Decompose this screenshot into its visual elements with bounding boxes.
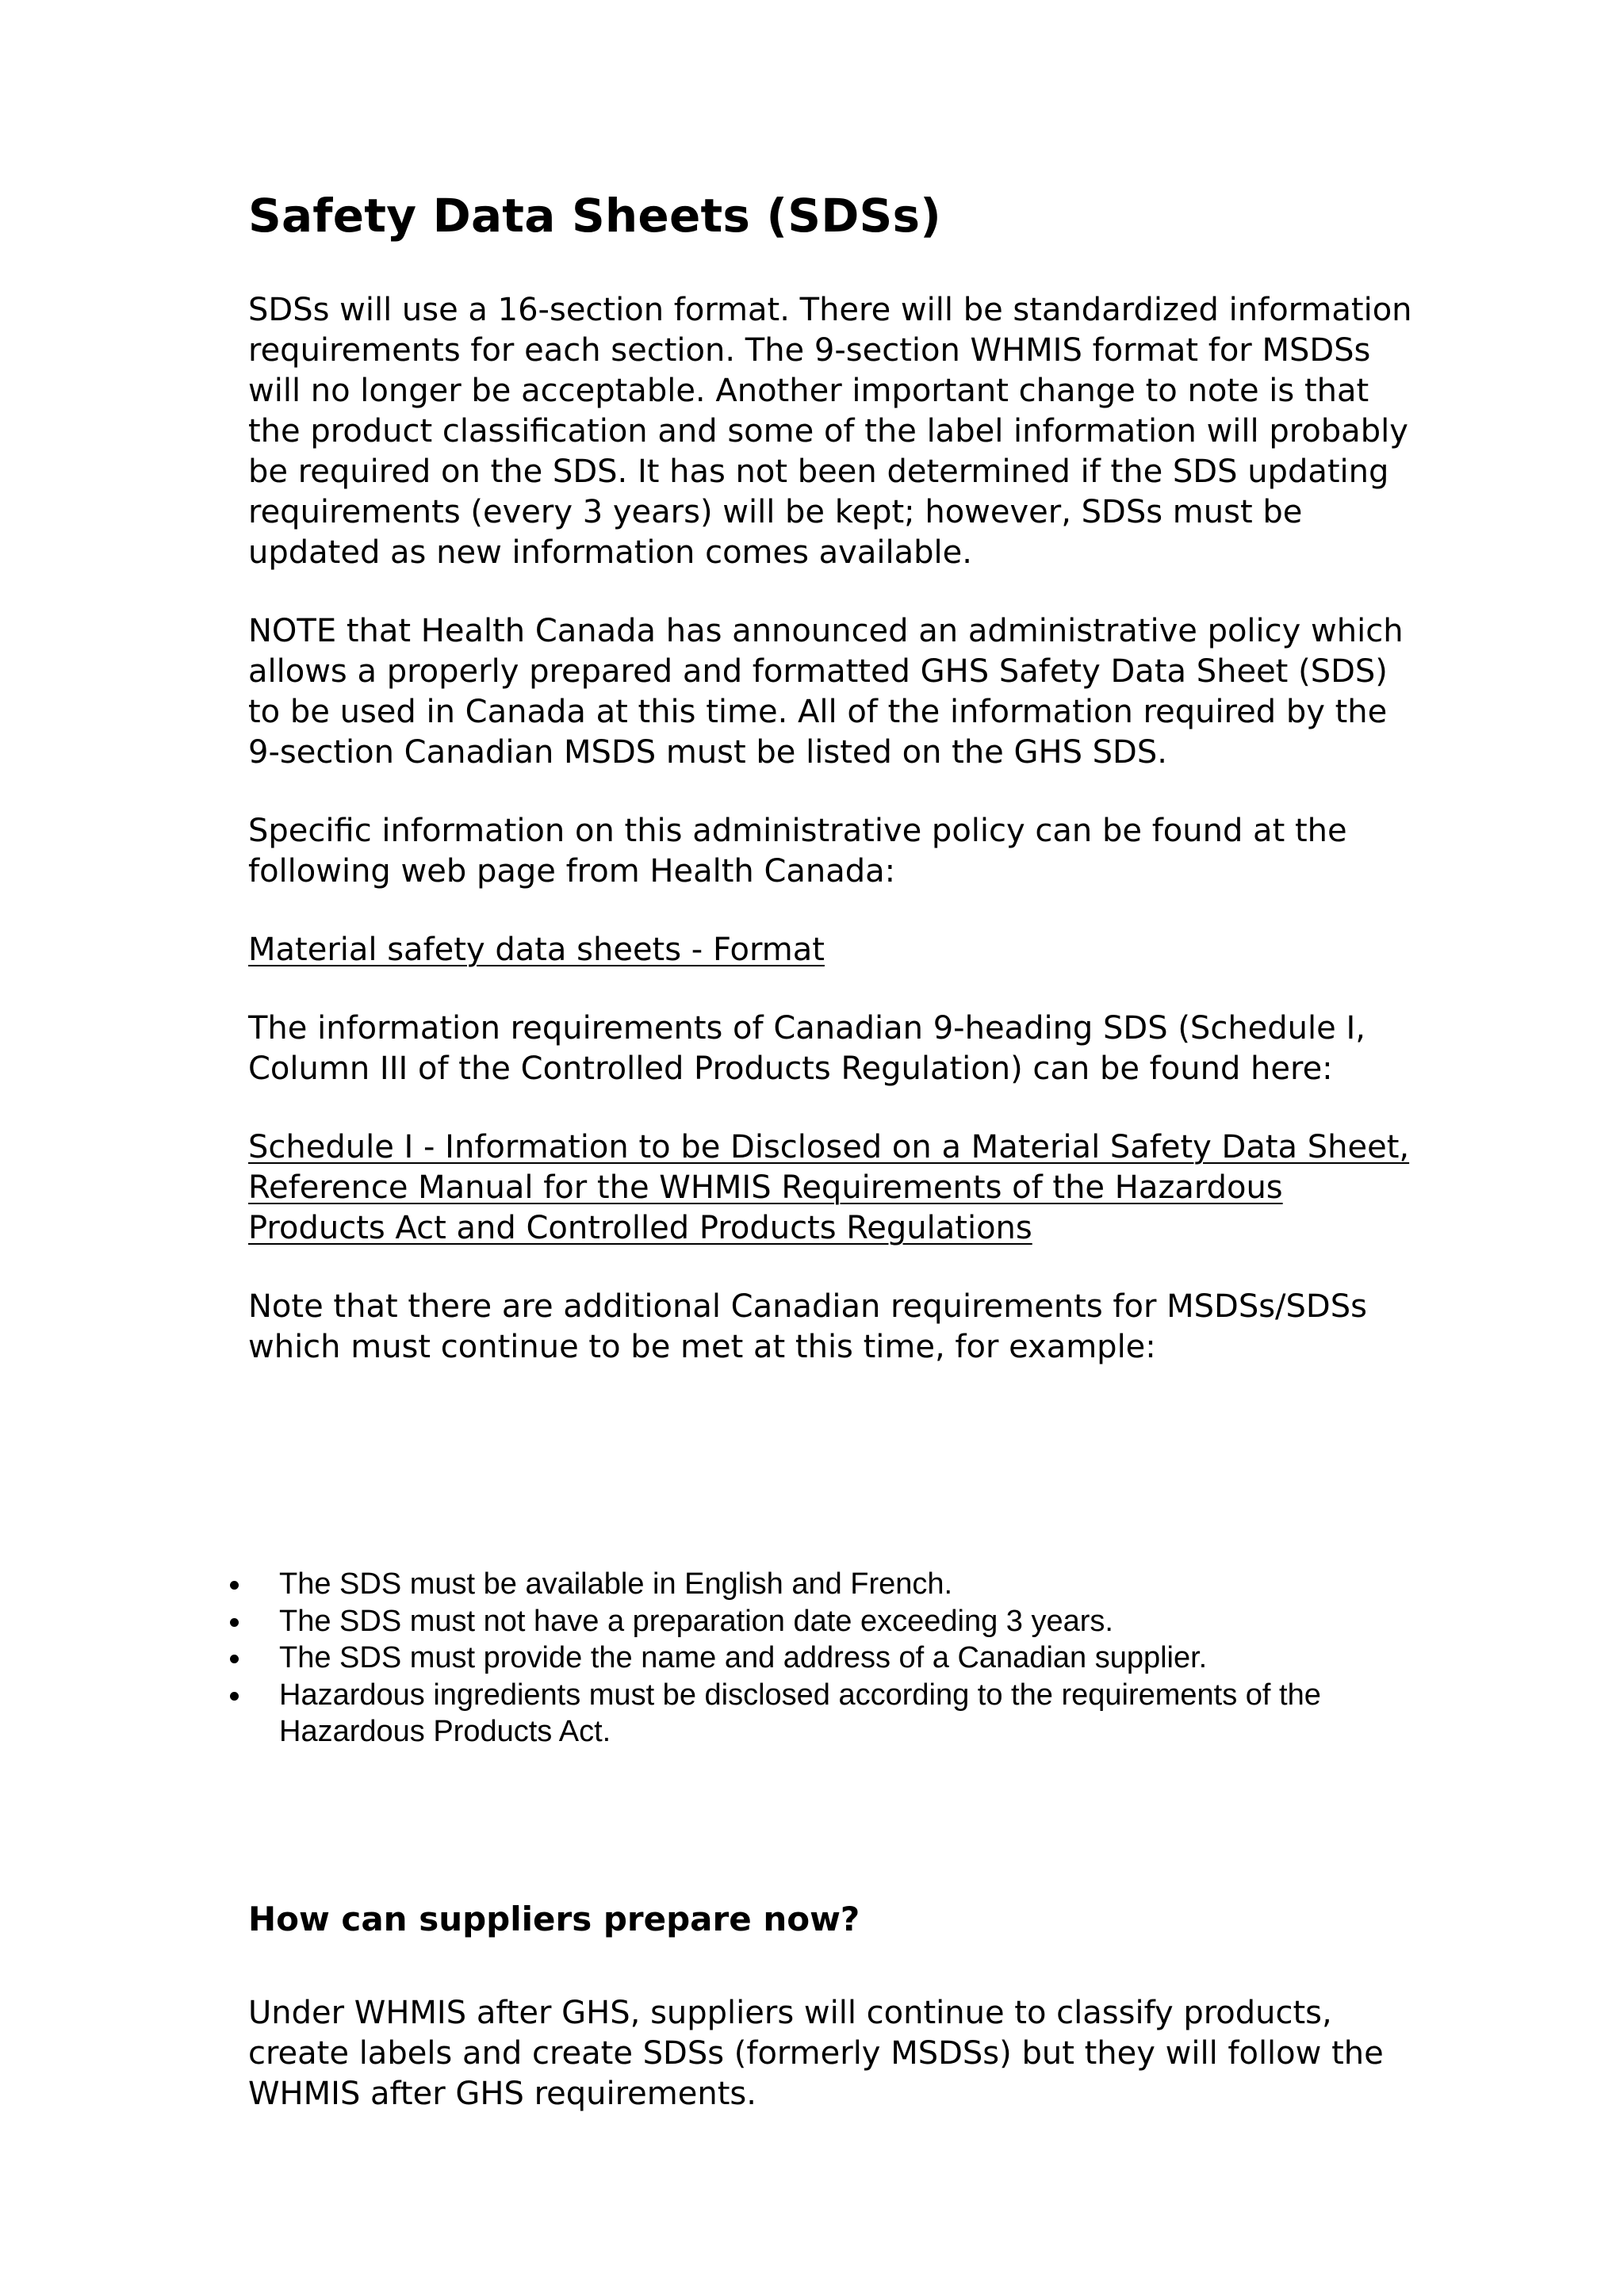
requirements-list [230,1566,1396,1751]
list-item-text: The SDS must be available in English and French. [279,1567,953,1601]
additional-requirements-paragraph: Note that there are additional Canadian requirements for MSDSs/SDSs which must continue to be met at this time, for example: [248,1288,1367,1365]
sds-section [248,189,1414,1406]
list-item-text: The SDS must provide the name and address of a Canadian supplier. [279,1641,1208,1674]
page-title: Safety Data Sheets (SDSs) [248,189,941,243]
bullet-icon [230,1618,239,1627]
sds-format-paragraph: SDSs will use a 16-section format. There will be standardized information requirements for each section. The 9-section WHMIS format for MSDSs will no longer be acceptable. Another important change to note is that the product classification and some of the label information will probably be required on the SDS. It has not been determined if the SDS updating requirements (every 3 years) will be kept; however, SDSs must be updated as new information comes available. [248,291,1412,571]
list-item [230,1640,1396,1677]
list-item [230,1677,1396,1751]
list-item-text: The SDS must not have a preparation date exceeding 3 years. [279,1604,1113,1638]
bullet-icon [230,1655,239,1663]
list-item [230,1603,1396,1640]
supplier-prep-paragraph: Under WHMIS after GHS, suppliers will continue to classify products, create labels and create SDSs (formerly MSDSs) but they will follow the WHMIS after GHS requirements. [248,1994,1384,2112]
schedule-i-link[interactable]: Schedule I - Information to be Disclosed on a Material Safety Data Sheet, Reference Manual for the WHMIS Requirements of the Hazardous Products Act and Controlled Products Regulations [248,1128,1410,1246]
section-heading: How can suppliers prepare now? [248,1900,860,1938]
list-item-text: Hazardous ingredients must be disclosed according to the requirements of the Hazardous Products Act. [279,1678,1321,1748]
schedule-link-line [248,1127,1414,1249]
requirements-paragraph: The information requirements of Canadian 9-heading SDS (Schedule I, Column III of the Controlled Products Regulation) can be found here: [248,1009,1365,1087]
msds-format-link-line [248,930,1414,970]
msds-format-link[interactable]: Material safety data sheets - Format [248,931,825,968]
list-item [230,1566,1396,1603]
policy-info-paragraph: Specific information on this administrative policy can be found at the following web page from Health Canada: [248,812,1347,890]
supplier-prep-section [248,1899,1414,2152]
bullet-icon [230,1581,239,1590]
bullet-icon [230,1692,239,1701]
health-canada-note-paragraph: NOTE that Health Canada has announced an administrative policy which allows a properly prepared and formatted GHS Safety Data Sheet (SDS) to be used in Canada at this time. All of the information required by the 9-section Canadian MSDS must be listed on the GHS SDS. [248,612,1404,771]
